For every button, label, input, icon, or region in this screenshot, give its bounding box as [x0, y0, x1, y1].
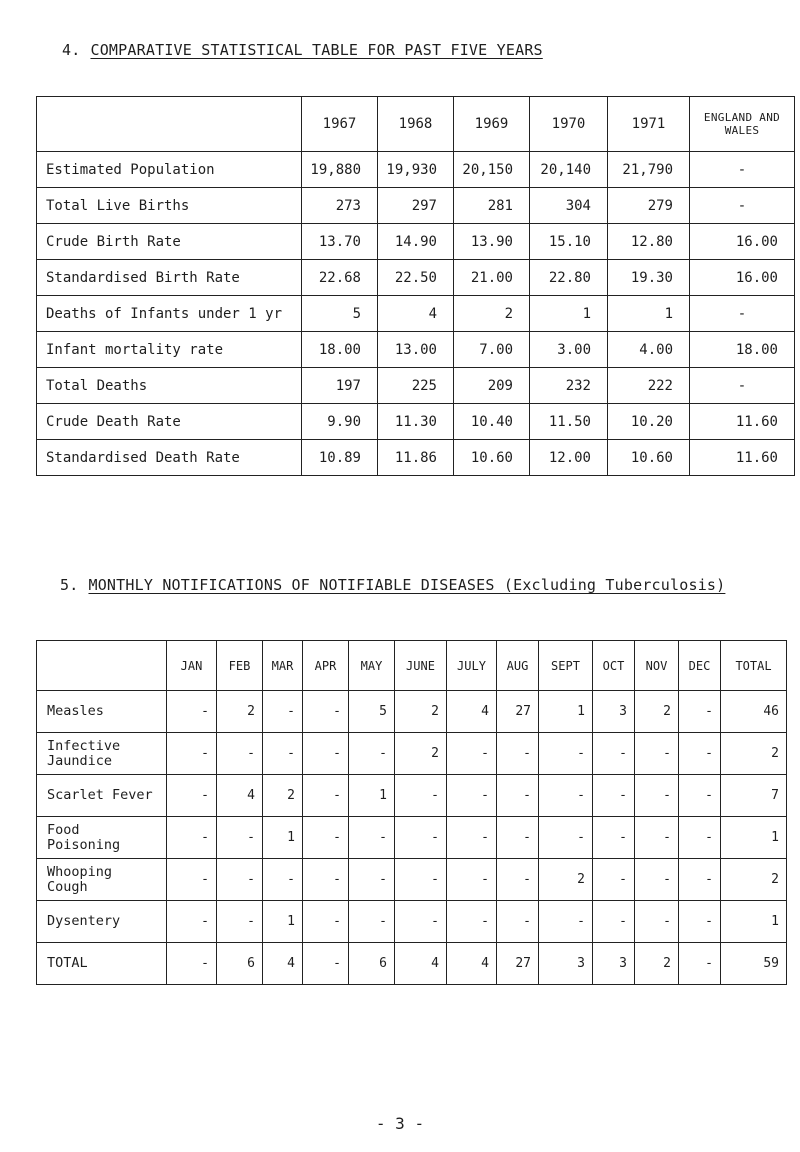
table-cell: - [690, 152, 795, 188]
table-cell: 11.60 [690, 440, 795, 476]
table-cell: - [167, 817, 217, 859]
column-header: 1968 [378, 97, 454, 152]
row-label: Crude Birth Rate [37, 224, 302, 260]
table-cell: - [447, 859, 497, 901]
table-cell: - [303, 859, 349, 901]
table-cell: - [395, 859, 447, 901]
table-cell: 13.90 [454, 224, 530, 260]
table-row [37, 440, 795, 476]
table-cell: - [635, 775, 679, 817]
table-cell: 14.90 [378, 224, 454, 260]
table-cell: 10.89 [302, 440, 378, 476]
table-cell: 4 [217, 775, 263, 817]
column-header: JUNE [395, 641, 447, 691]
table-row [37, 368, 795, 404]
table-cell: - [395, 901, 447, 943]
table-cell: - [679, 775, 721, 817]
table-cell: - [395, 775, 447, 817]
table-cell: 59 [721, 943, 787, 985]
column-header: SEPT [539, 641, 593, 691]
table-cell: - [167, 901, 217, 943]
table-cell: 279 [608, 188, 690, 224]
column-header: MAR [263, 641, 303, 691]
table-row [37, 188, 795, 224]
table-cell: 281 [454, 188, 530, 224]
table-cell: 209 [454, 368, 530, 404]
table-cell: - [539, 733, 593, 775]
table-cell: 19,880 [302, 152, 378, 188]
page-number: - 3 - [375, 1114, 425, 1133]
row-label: Total Live Births [37, 188, 302, 224]
table-cell: 46 [721, 691, 787, 733]
table-cell: - [167, 859, 217, 901]
table-cell: 2 [263, 775, 303, 817]
table-cell: - [593, 817, 635, 859]
table-cell: 10.60 [454, 440, 530, 476]
table-cell: - [217, 901, 263, 943]
table-cell: - [635, 733, 679, 775]
table-cell: 2 [217, 691, 263, 733]
table-cell: 1 [263, 901, 303, 943]
column-header: JAN [167, 641, 217, 691]
table-cell: - [679, 901, 721, 943]
table-cell: 22.50 [378, 260, 454, 296]
table-row [37, 224, 795, 260]
table-row [37, 733, 787, 775]
table-row [37, 404, 795, 440]
table-cell: - [679, 943, 721, 985]
table-cell: - [593, 901, 635, 943]
header-cell-empty [37, 97, 302, 152]
table-cell: - [447, 775, 497, 817]
table-cell: 10.60 [608, 440, 690, 476]
column-header: ENGLAND AND WALES [690, 97, 795, 152]
table-cell: - [395, 817, 447, 859]
table-cell: - [593, 733, 635, 775]
table-cell: 3 [539, 943, 593, 985]
table-cell: - [263, 691, 303, 733]
table-cell: 16.00 [690, 260, 795, 296]
comparative-statistics-table [36, 96, 795, 476]
table-cell: - [593, 859, 635, 901]
table-cell: - [349, 817, 395, 859]
table-cell: 27 [497, 691, 539, 733]
table-row [37, 296, 795, 332]
table-cell: - [303, 901, 349, 943]
table-header-row [37, 97, 795, 152]
table-cell: 19.30 [608, 260, 690, 296]
table-cell: 3.00 [530, 332, 608, 368]
table-cell: 20,140 [530, 152, 608, 188]
column-header: JULY [447, 641, 497, 691]
section-4-title: COMPARATIVE STATISTICAL TABLE FOR PAST FIVE YEARS [90, 41, 543, 59]
table-cell: - [539, 817, 593, 859]
monthly-notifications-table [36, 640, 787, 985]
table-cell: - [497, 859, 539, 901]
table-cell: - [217, 733, 263, 775]
table-cell: - [679, 859, 721, 901]
table-cell: 1 [721, 817, 787, 859]
table-cell: - [303, 733, 349, 775]
table-cell: 12.00 [530, 440, 608, 476]
table-cell: - [679, 691, 721, 733]
column-header: 1967 [302, 97, 378, 152]
table-cell: - [303, 943, 349, 985]
table-cell: 13.70 [302, 224, 378, 260]
table-cell: - [349, 859, 395, 901]
column-header: FEB [217, 641, 263, 691]
table-row [37, 943, 787, 985]
row-label: Whooping Cough [37, 859, 167, 901]
section-4-heading [62, 41, 543, 59]
table-cell: 4 [263, 943, 303, 985]
table-cell: 19,930 [378, 152, 454, 188]
column-header: AUG [497, 641, 539, 691]
header-cell-empty [37, 641, 167, 691]
table-cell: 2 [721, 733, 787, 775]
column-header: 1970 [530, 97, 608, 152]
table-cell: - [447, 901, 497, 943]
table-cell: 11.50 [530, 404, 608, 440]
table-cell: 2 [539, 859, 593, 901]
row-label: Estimated Population [37, 152, 302, 188]
row-label: Total Deaths [37, 368, 302, 404]
table-header-row [37, 641, 787, 691]
table-cell: 7.00 [454, 332, 530, 368]
table-cell: 2 [395, 691, 447, 733]
column-header: APR [303, 641, 349, 691]
table-cell: 225 [378, 368, 454, 404]
column-header: 1969 [454, 97, 530, 152]
table-cell: 4.00 [608, 332, 690, 368]
column-header: NOV [635, 641, 679, 691]
table-cell: 2 [454, 296, 530, 332]
table-cell: 1 [530, 296, 608, 332]
table-cell: 3 [593, 691, 635, 733]
table-cell: 222 [608, 368, 690, 404]
table-cell: 2 [721, 859, 787, 901]
table-cell: 11.60 [690, 404, 795, 440]
table-row [37, 152, 795, 188]
table-cell: - [447, 733, 497, 775]
table-cell: 11.86 [378, 440, 454, 476]
table-row [37, 775, 787, 817]
row-label: Measles [37, 691, 167, 733]
table-cell: - [539, 775, 593, 817]
table-row [37, 332, 795, 368]
section-5-title: MONTHLY NOTIFICATIONS OF NOTIFIABLE DISEASES (Excluding Tuberculosis) [88, 576, 726, 594]
table-cell: 1 [539, 691, 593, 733]
table-cell: - [690, 368, 795, 404]
row-label: Standardised Death Rate [37, 440, 302, 476]
table-cell: 2 [395, 733, 447, 775]
row-label: Standardised Birth Rate [37, 260, 302, 296]
row-label: Scarlet Fever [37, 775, 167, 817]
section-5-heading [60, 576, 725, 594]
section-4-number: 4. [62, 41, 81, 59]
table-cell: - [349, 733, 395, 775]
table-cell: 21.00 [454, 260, 530, 296]
table-cell: - [217, 817, 263, 859]
table-cell: 6 [349, 943, 395, 985]
table-cell: 27 [497, 943, 539, 985]
table-cell: 1 [349, 775, 395, 817]
table-cell: 232 [530, 368, 608, 404]
table-cell: - [303, 775, 349, 817]
table-cell: - [167, 733, 217, 775]
table-cell: - [497, 775, 539, 817]
table-row [37, 901, 787, 943]
table-cell: - [690, 188, 795, 224]
column-header: OCT [593, 641, 635, 691]
table-cell: 18.00 [302, 332, 378, 368]
table-cell: 22.80 [530, 260, 608, 296]
table-cell: - [635, 859, 679, 901]
table-cell: - [679, 817, 721, 859]
table-cell: 13.00 [378, 332, 454, 368]
table-cell: 16.00 [690, 224, 795, 260]
row-label: Infective Jaundice [37, 733, 167, 775]
table-cell: 10.20 [608, 404, 690, 440]
table-cell: 2 [635, 943, 679, 985]
table-cell: 10.40 [454, 404, 530, 440]
table-cell: 6 [217, 943, 263, 985]
table-cell: - [167, 691, 217, 733]
table-row [37, 691, 787, 733]
table-cell: 4 [447, 943, 497, 985]
row-label: TOTAL [37, 943, 167, 985]
table-cell: - [217, 859, 263, 901]
table-cell: - [497, 817, 539, 859]
table-cell: - [690, 296, 795, 332]
table-cell: - [593, 775, 635, 817]
section-5-number: 5. [60, 576, 79, 594]
table-row [37, 859, 787, 901]
table-cell: 4 [395, 943, 447, 985]
table-cell: - [263, 859, 303, 901]
table-cell: 5 [349, 691, 395, 733]
table-cell: 4 [447, 691, 497, 733]
table-row [37, 817, 787, 859]
table-cell: 11.30 [378, 404, 454, 440]
table-cell: 12.80 [608, 224, 690, 260]
row-label: Crude Death Rate [37, 404, 302, 440]
table-row [37, 260, 795, 296]
row-label: Dysentery [37, 901, 167, 943]
table-cell: - [349, 901, 395, 943]
table-cell: 3 [593, 943, 635, 985]
table-cell: - [679, 733, 721, 775]
table-cell: 22.68 [302, 260, 378, 296]
table-cell: 304 [530, 188, 608, 224]
table-cell: 197 [302, 368, 378, 404]
table-cell: - [167, 775, 217, 817]
table-cell: 5 [302, 296, 378, 332]
table-cell: 1 [608, 296, 690, 332]
column-header: MAY [349, 641, 395, 691]
table-cell: 9.90 [302, 404, 378, 440]
table-cell: - [497, 733, 539, 775]
table-cell: - [263, 733, 303, 775]
column-header: 1971 [608, 97, 690, 152]
table-cell: - [303, 691, 349, 733]
table-cell: 1 [721, 901, 787, 943]
table-cell: - [635, 901, 679, 943]
table-cell: 273 [302, 188, 378, 224]
table-cell: 297 [378, 188, 454, 224]
table-cell: 7 [721, 775, 787, 817]
row-label: Infant mortality rate [37, 332, 302, 368]
table-cell: - [303, 817, 349, 859]
table-cell: 2 [635, 691, 679, 733]
table-cell: 4 [378, 296, 454, 332]
table-cell: 21,790 [608, 152, 690, 188]
table-cell: 15.10 [530, 224, 608, 260]
table-cell: - [447, 817, 497, 859]
column-header: DEC [679, 641, 721, 691]
row-label: Food Poisoning [37, 817, 167, 859]
table-cell: - [497, 901, 539, 943]
table-cell: - [635, 817, 679, 859]
table-cell: 18.00 [690, 332, 795, 368]
column-header: TOTAL [721, 641, 787, 691]
table-cell: - [167, 943, 217, 985]
row-label: Deaths of Infants under 1 yr [37, 296, 302, 332]
table-cell: 20,150 [454, 152, 530, 188]
table-cell: 1 [263, 817, 303, 859]
table-cell: - [539, 901, 593, 943]
